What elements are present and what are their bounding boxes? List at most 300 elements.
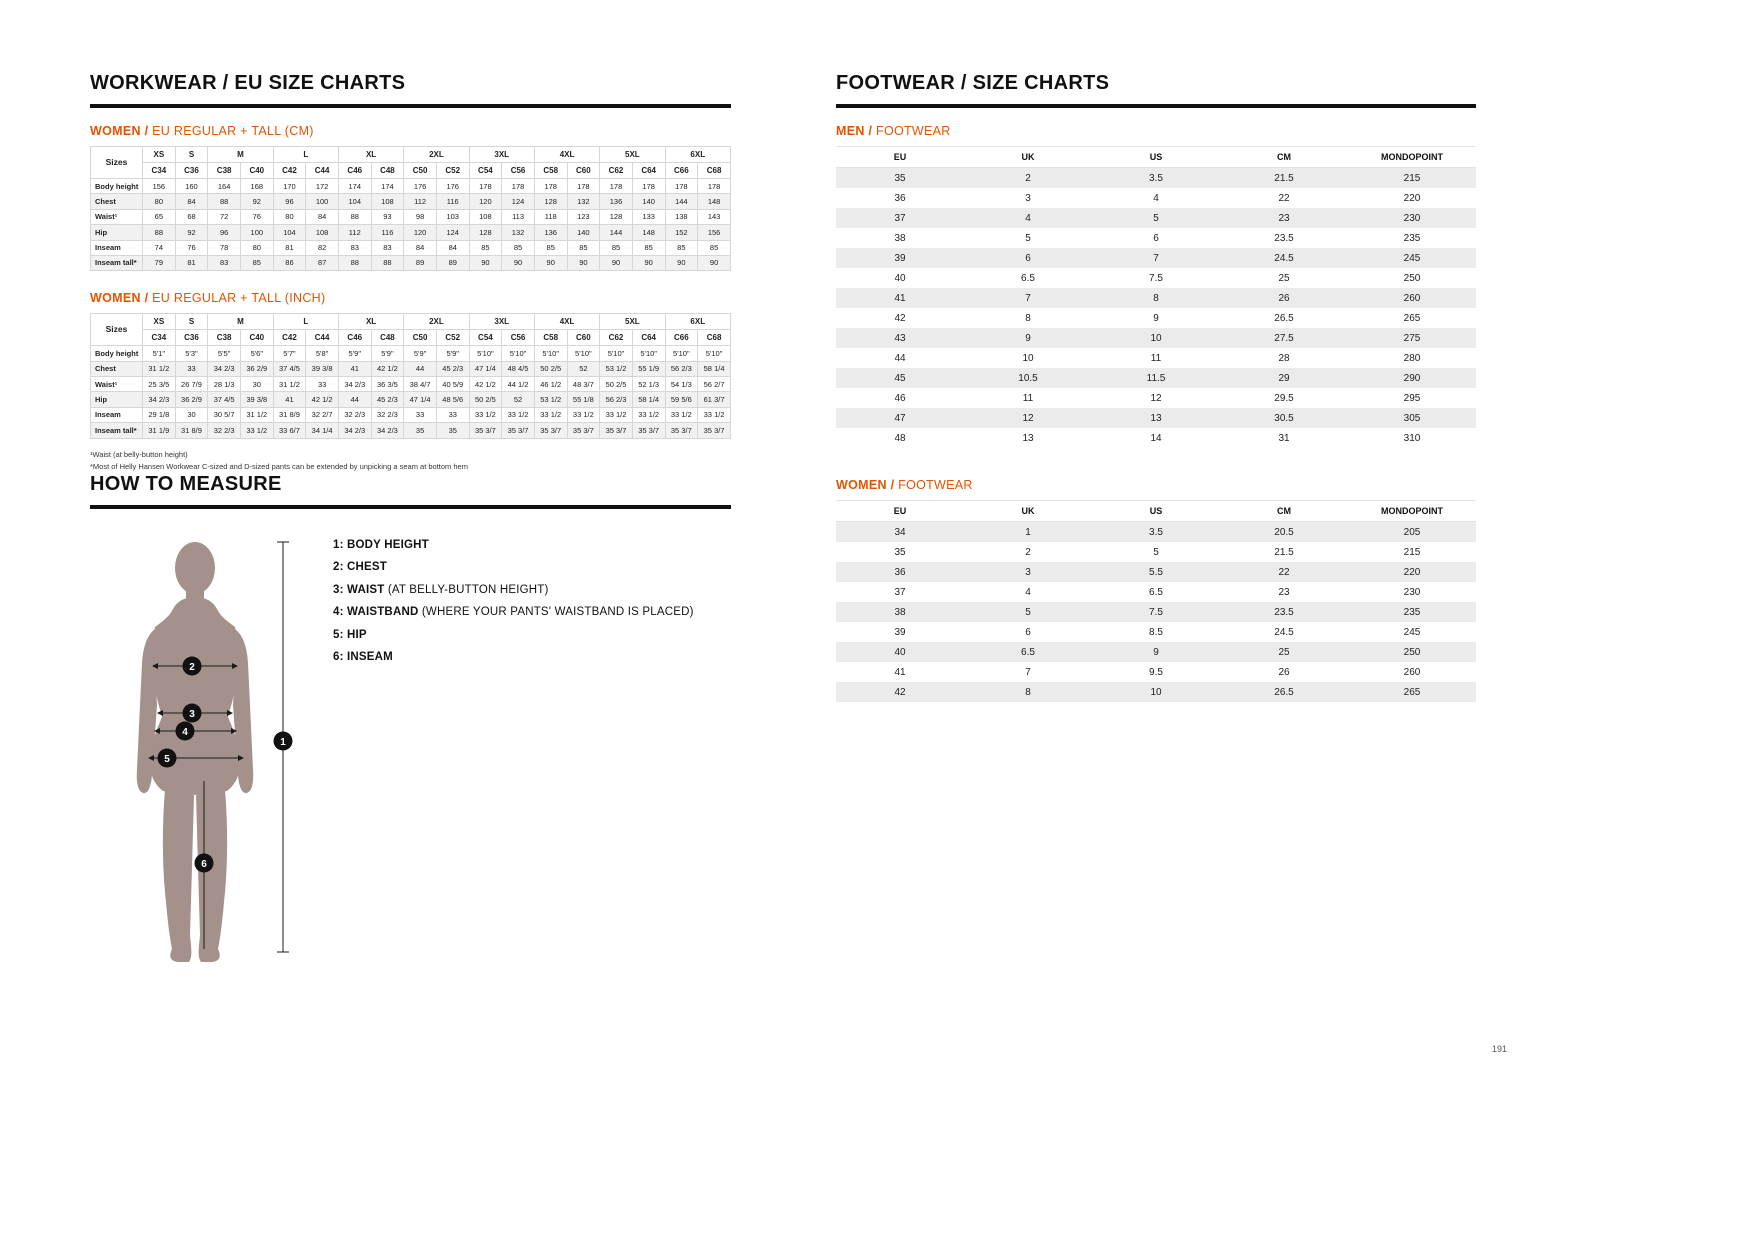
- cell: 44: [338, 392, 371, 407]
- size-code: C38: [208, 163, 241, 179]
- size-code: C48: [371, 163, 404, 179]
- cell: 80: [143, 194, 176, 209]
- size-code: C40: [240, 330, 273, 346]
- cell: 30.5: [1274, 412, 1294, 424]
- cell: 10: [1150, 686, 1162, 698]
- cell: 76: [240, 209, 273, 224]
- cell: 82: [306, 240, 339, 255]
- cell: 42 1/2: [371, 361, 404, 376]
- cell: 178: [502, 179, 535, 194]
- cell: 36 3/5: [371, 377, 404, 392]
- column-header: UK: [1021, 506, 1035, 516]
- cell: 5'6": [240, 346, 273, 361]
- cell: 85: [600, 240, 633, 255]
- size-codes-row: [91, 330, 731, 346]
- size-code: C56: [502, 330, 535, 346]
- row-label: Inseam: [91, 240, 143, 255]
- footnotes: [90, 449, 731, 473]
- cell: 33 1/2: [600, 407, 633, 422]
- size-code: C66: [665, 330, 698, 346]
- cell: 143: [698, 209, 731, 224]
- cell: 85: [502, 240, 535, 255]
- men-footwear-table: [836, 146, 1476, 448]
- size-code: C34: [143, 163, 176, 179]
- size-group: 3XL: [469, 147, 534, 163]
- size-groups-row: [91, 147, 731, 163]
- legend-item: [333, 561, 694, 573]
- cell: 5'3": [175, 346, 208, 361]
- cell: 11: [1150, 352, 1162, 364]
- cell: 55 1/9: [632, 361, 665, 376]
- size-code: C50: [404, 330, 437, 346]
- size-group: 6XL: [665, 147, 731, 163]
- cell: 6: [1025, 626, 1031, 638]
- cell: 8: [1153, 292, 1159, 304]
- cell: 39 3/8: [306, 361, 339, 376]
- cell: 124: [502, 194, 535, 209]
- cell: 38: [894, 606, 906, 618]
- cell: 5'10": [600, 346, 633, 361]
- size-code: C56: [502, 163, 535, 179]
- size-group: 4XL: [534, 147, 599, 163]
- cell: 5'7": [273, 346, 306, 361]
- cell: 2: [1025, 172, 1031, 184]
- column-header: MONDOPOINT: [1381, 506, 1443, 516]
- cell: 168: [240, 179, 273, 194]
- cell: 48 4/5: [502, 361, 535, 376]
- size-group: XL: [338, 314, 403, 330]
- cell: 310: [1403, 432, 1421, 444]
- cell: 5: [1025, 606, 1031, 618]
- table-row: [91, 225, 731, 240]
- table-row: [836, 642, 1476, 662]
- cell: 33: [404, 407, 437, 422]
- footnote-waist: ¹Waist (at belly-button height): [90, 449, 188, 459]
- cell: 34 2/3: [208, 361, 241, 376]
- cell: 43: [894, 332, 906, 344]
- cell: 34: [894, 526, 906, 538]
- size-group: M: [208, 314, 273, 330]
- cell: 156: [143, 179, 176, 194]
- body-measure-figure: [125, 537, 325, 977]
- cell: 128: [534, 194, 567, 209]
- cell: 33 1/2: [502, 407, 535, 422]
- cell: 6: [1153, 232, 1159, 244]
- men-footwear-label: [836, 124, 1476, 138]
- header-row: [836, 147, 1476, 168]
- cell: 25: [1278, 272, 1290, 284]
- size-group: S: [175, 147, 208, 163]
- cell: 113: [502, 209, 535, 224]
- cell: 50 2/5: [600, 377, 633, 392]
- cell: 90: [665, 255, 698, 270]
- cell: 32 2/3: [208, 423, 241, 438]
- cell: 80: [273, 209, 306, 224]
- cell: 33 1/2: [665, 407, 698, 422]
- cell: 21.5: [1274, 546, 1294, 558]
- table-row: [91, 255, 731, 270]
- table-row: [836, 168, 1476, 189]
- column-header: CM: [1277, 152, 1291, 162]
- cell: 26.5: [1274, 312, 1294, 324]
- footwear-column: [836, 72, 1476, 702]
- row-label: Inseam tall*: [91, 255, 143, 270]
- cell: 56 2/3: [600, 392, 633, 407]
- cell: 5'8": [306, 346, 339, 361]
- cell: 29: [1278, 372, 1290, 384]
- cell: 5: [1025, 232, 1031, 244]
- legend-item-rest: (WHERE YOUR PANTS' WAISTBAND IS PLACED): [418, 606, 694, 618]
- cell: 45 2/3: [436, 361, 469, 376]
- cell: 265: [1403, 686, 1421, 698]
- legend-item-rest: (AT BELLY-BUTTON HEIGHT): [384, 583, 549, 596]
- cell: 23.5: [1274, 606, 1294, 618]
- cell: 88: [338, 255, 371, 270]
- cell: 42: [894, 312, 906, 324]
- table-row: [91, 392, 731, 407]
- cell: 12: [1022, 412, 1034, 424]
- marker-1-label: 1: [280, 736, 286, 748]
- cell: 178: [534, 179, 567, 194]
- footnote-inseam: *Most of Helly Hansen Workwear C-sized and D-sized pants can be extended by unpicking a seam at bottom hem: [90, 461, 468, 471]
- cell: 46: [894, 392, 906, 404]
- cell: 25 3/5: [143, 377, 176, 392]
- women-inch-label-bold: WOMEN /: [90, 291, 149, 306]
- cell: 61 3/7: [698, 392, 731, 407]
- cell: 6.5: [1021, 272, 1035, 284]
- cell: 35: [894, 546, 906, 558]
- cell: 235: [1403, 232, 1421, 244]
- cell: 120: [469, 194, 502, 209]
- cell: 35 3/7: [469, 423, 502, 438]
- cell: 152: [665, 225, 698, 240]
- women-cm-label-rest: EU REGULAR + TALL (CM): [152, 124, 314, 138]
- cell: 48 5/6: [436, 392, 469, 407]
- women-cm-size-table: [90, 146, 731, 271]
- row-label: Hip: [91, 225, 143, 240]
- cell: 1: [1025, 526, 1031, 538]
- cell: 230: [1403, 212, 1421, 224]
- marker-5-label: 5: [164, 753, 170, 765]
- size-group: 5XL: [600, 147, 665, 163]
- cell: 26: [1278, 666, 1290, 678]
- cell: 52: [502, 392, 535, 407]
- cell: 5.5: [1149, 566, 1163, 578]
- cell: 40: [894, 272, 906, 284]
- cell: 172: [306, 179, 339, 194]
- cell: 90: [567, 255, 600, 270]
- cell: 100: [240, 225, 273, 240]
- cell: 32 2/3: [338, 407, 371, 422]
- cell: 250: [1403, 272, 1421, 284]
- cell: 45: [894, 372, 906, 384]
- cell: 89: [404, 255, 437, 270]
- row-label: Chest: [91, 361, 143, 376]
- cell: 58 1/4: [632, 392, 665, 407]
- cell: 42: [894, 686, 906, 698]
- table-row: [836, 188, 1476, 208]
- cell: 260: [1403, 666, 1421, 678]
- size-code: C60: [567, 330, 600, 346]
- cell: 148: [632, 225, 665, 240]
- cell: 22: [1278, 192, 1290, 204]
- cell: 25: [1278, 646, 1290, 658]
- cell: 28 1/3: [208, 377, 241, 392]
- cell: 37 4/5: [273, 361, 306, 376]
- marker-3-label: 3: [189, 708, 195, 720]
- cell: 35 3/7: [632, 423, 665, 438]
- cell: 260: [1403, 292, 1421, 304]
- row-label: Inseam tall*: [91, 423, 143, 438]
- cell: 140: [632, 194, 665, 209]
- women-cm-label-bold: WOMEN /: [90, 124, 149, 138]
- cell: 87: [306, 255, 339, 270]
- cell: 5'10": [567, 346, 600, 361]
- cell: 44: [404, 361, 437, 376]
- size-group: XL: [338, 147, 403, 163]
- cell: 35: [404, 423, 437, 438]
- cell: 9: [1153, 312, 1159, 324]
- cell: 37: [894, 212, 906, 224]
- table-row: [836, 288, 1476, 308]
- cell: 245: [1403, 252, 1421, 264]
- cell: 132: [567, 194, 600, 209]
- cell: 88: [371, 255, 404, 270]
- cell: 52: [567, 361, 600, 376]
- cell: 31 8/9: [175, 423, 208, 438]
- column-header: EU: [893, 152, 907, 162]
- size-code: C36: [175, 163, 208, 179]
- cell: 4: [1025, 212, 1031, 224]
- row-label: Waist¹: [91, 377, 143, 392]
- size-code: C60: [567, 163, 600, 179]
- cell: 215: [1403, 172, 1421, 184]
- column-header: US: [1149, 506, 1163, 516]
- cell: 48: [894, 432, 906, 444]
- cell: 34 2/3: [143, 392, 176, 407]
- cell: 89: [436, 255, 469, 270]
- cell: 85: [698, 240, 731, 255]
- size-group: 2XL: [404, 147, 469, 163]
- cell: 5'10": [698, 346, 731, 361]
- cell: 118: [534, 209, 567, 224]
- cell: 32 2/7: [306, 407, 339, 422]
- cell: 35 3/7: [600, 423, 633, 438]
- cell: 26: [1278, 292, 1290, 304]
- cell: 124: [436, 225, 469, 240]
- cell: 35 3/7: [665, 423, 698, 438]
- cell: 3: [1025, 192, 1031, 204]
- cell: 47 1/4: [469, 361, 502, 376]
- cell: 90: [469, 255, 502, 270]
- size-group: 4XL: [534, 314, 599, 330]
- table-row: [91, 179, 731, 194]
- cell: 144: [600, 225, 633, 240]
- cell: 98: [404, 209, 437, 224]
- cell: 35: [894, 172, 906, 184]
- table-row: [836, 582, 1476, 602]
- cell: 120: [404, 225, 437, 240]
- cell: 5'10": [665, 346, 698, 361]
- women-footwear-label: [836, 478, 1476, 492]
- cell: 35 3/7: [698, 423, 731, 438]
- cell: 52 1/3: [632, 377, 665, 392]
- cell: 56 2/7: [698, 377, 731, 392]
- table-row: [836, 682, 1476, 702]
- cell: 30: [240, 377, 273, 392]
- cell: 30 5/7: [208, 407, 241, 422]
- size-code: C68: [698, 163, 731, 179]
- cell: 220: [1403, 192, 1421, 204]
- column-header: UK: [1021, 152, 1035, 162]
- cell: 8: [1025, 312, 1031, 324]
- cell: 85: [534, 240, 567, 255]
- cell: 128: [469, 225, 502, 240]
- cell: 53 1/2: [534, 392, 567, 407]
- cell: 6.5: [1021, 646, 1035, 658]
- cell: 10.5: [1018, 372, 1038, 384]
- cell: 230: [1403, 586, 1421, 598]
- cell: 33 1/2: [567, 407, 600, 422]
- cell: 59 5/6: [665, 392, 698, 407]
- cell: 9.5: [1149, 666, 1163, 678]
- table-row: [91, 361, 731, 376]
- cell: 90: [632, 255, 665, 270]
- cell: 4: [1153, 192, 1159, 204]
- cell: 41: [338, 361, 371, 376]
- cell: 48 3/7: [567, 377, 600, 392]
- cell: 50 2/5: [534, 361, 567, 376]
- size-group: 3XL: [469, 314, 534, 330]
- cell: 88: [208, 194, 241, 209]
- cell: 74: [143, 240, 176, 255]
- cell: 81: [175, 255, 208, 270]
- size-code: C62: [600, 163, 633, 179]
- cell: 108: [371, 194, 404, 209]
- table-row: [836, 208, 1476, 228]
- marker-2-label: 2: [189, 661, 195, 673]
- cell: 56 2/3: [665, 361, 698, 376]
- table-row: [836, 228, 1476, 248]
- cell: 12: [1150, 392, 1162, 404]
- table-row: [836, 328, 1476, 348]
- cell: 31 1/2: [273, 377, 306, 392]
- cell: 41: [273, 392, 306, 407]
- cell: 85: [665, 240, 698, 255]
- size-code: C58: [534, 330, 567, 346]
- cell: 24.5: [1274, 252, 1294, 264]
- cell: 10: [1022, 352, 1034, 364]
- cell: 88: [143, 225, 176, 240]
- cell: 112: [338, 225, 371, 240]
- table-row: [836, 602, 1476, 622]
- table-row: [836, 368, 1476, 388]
- cell: 31 8/9: [273, 407, 306, 422]
- cell: 65: [143, 209, 176, 224]
- column-header: EU: [893, 506, 907, 516]
- cell: 86: [273, 255, 306, 270]
- size-code: C48: [371, 330, 404, 346]
- table-row: [836, 388, 1476, 408]
- men-footwear-label-rest: FOOTWEAR: [876, 124, 951, 138]
- size-code: C44: [306, 163, 339, 179]
- cell: 178: [567, 179, 600, 194]
- cell: 84: [175, 194, 208, 209]
- cell: 53 1/2: [600, 361, 633, 376]
- cell: 174: [338, 179, 371, 194]
- cell: 28: [1278, 352, 1290, 364]
- size-code: C52: [436, 330, 469, 346]
- cell: 90: [534, 255, 567, 270]
- header-row: [836, 501, 1476, 522]
- women-inch-label-rest: EU REGULAR + TALL (INCH): [152, 291, 326, 306]
- cell: 138: [665, 209, 698, 224]
- cell: 5'9": [404, 346, 437, 361]
- body-silhouette: [137, 542, 254, 962]
- cell: 132: [502, 225, 535, 240]
- cell: 81: [273, 240, 306, 255]
- size-code: C36: [175, 330, 208, 346]
- legend-item-bold: 4: WAISTBAND: [333, 606, 419, 618]
- women-inch-label: [90, 291, 731, 305]
- women-footwear-table: [836, 500, 1476, 702]
- footwear-title: FOOTWEAR / SIZE CHARTS: [836, 72, 1476, 108]
- cell: 20.5: [1274, 526, 1294, 538]
- legend-item: [333, 651, 694, 663]
- table-row: [836, 408, 1476, 428]
- cell: 26 7/9: [175, 377, 208, 392]
- table-row: [91, 407, 731, 422]
- cell: 36 2/9: [175, 392, 208, 407]
- cell: 178: [469, 179, 502, 194]
- cell: 33 1/2: [534, 407, 567, 422]
- cell: 5'10": [632, 346, 665, 361]
- cell: 38: [894, 232, 906, 244]
- cell: 116: [371, 225, 404, 240]
- cell: 35 3/7: [534, 423, 567, 438]
- cell: 39: [894, 252, 906, 264]
- cell: 88: [338, 209, 371, 224]
- cell: 5'1": [143, 346, 176, 361]
- cell: 41: [894, 292, 906, 304]
- cell: 108: [306, 225, 339, 240]
- cell: 100: [306, 194, 339, 209]
- cell: 83: [338, 240, 371, 255]
- cell: 36: [894, 566, 906, 578]
- cell: 5'9": [338, 346, 371, 361]
- legend-item: [333, 606, 694, 618]
- cell: 275: [1403, 332, 1421, 344]
- cell: 6.5: [1149, 586, 1163, 598]
- cell: 31 1/2: [240, 407, 273, 422]
- row-label: Body height: [91, 346, 143, 361]
- column-header: CM: [1277, 506, 1291, 516]
- size-group: M: [208, 147, 273, 163]
- cell: 103: [436, 209, 469, 224]
- cell: 144: [665, 194, 698, 209]
- cell: 178: [632, 179, 665, 194]
- cell: 8: [1025, 686, 1031, 698]
- cell: 9: [1153, 646, 1159, 658]
- cell: 14: [1150, 432, 1162, 444]
- table-row: [836, 542, 1476, 562]
- legend-item: [333, 629, 694, 641]
- cell: 36: [894, 192, 906, 204]
- cell: 35: [436, 423, 469, 438]
- legend-item: [333, 539, 694, 551]
- size-code: C44: [306, 330, 339, 346]
- cell: 108: [469, 209, 502, 224]
